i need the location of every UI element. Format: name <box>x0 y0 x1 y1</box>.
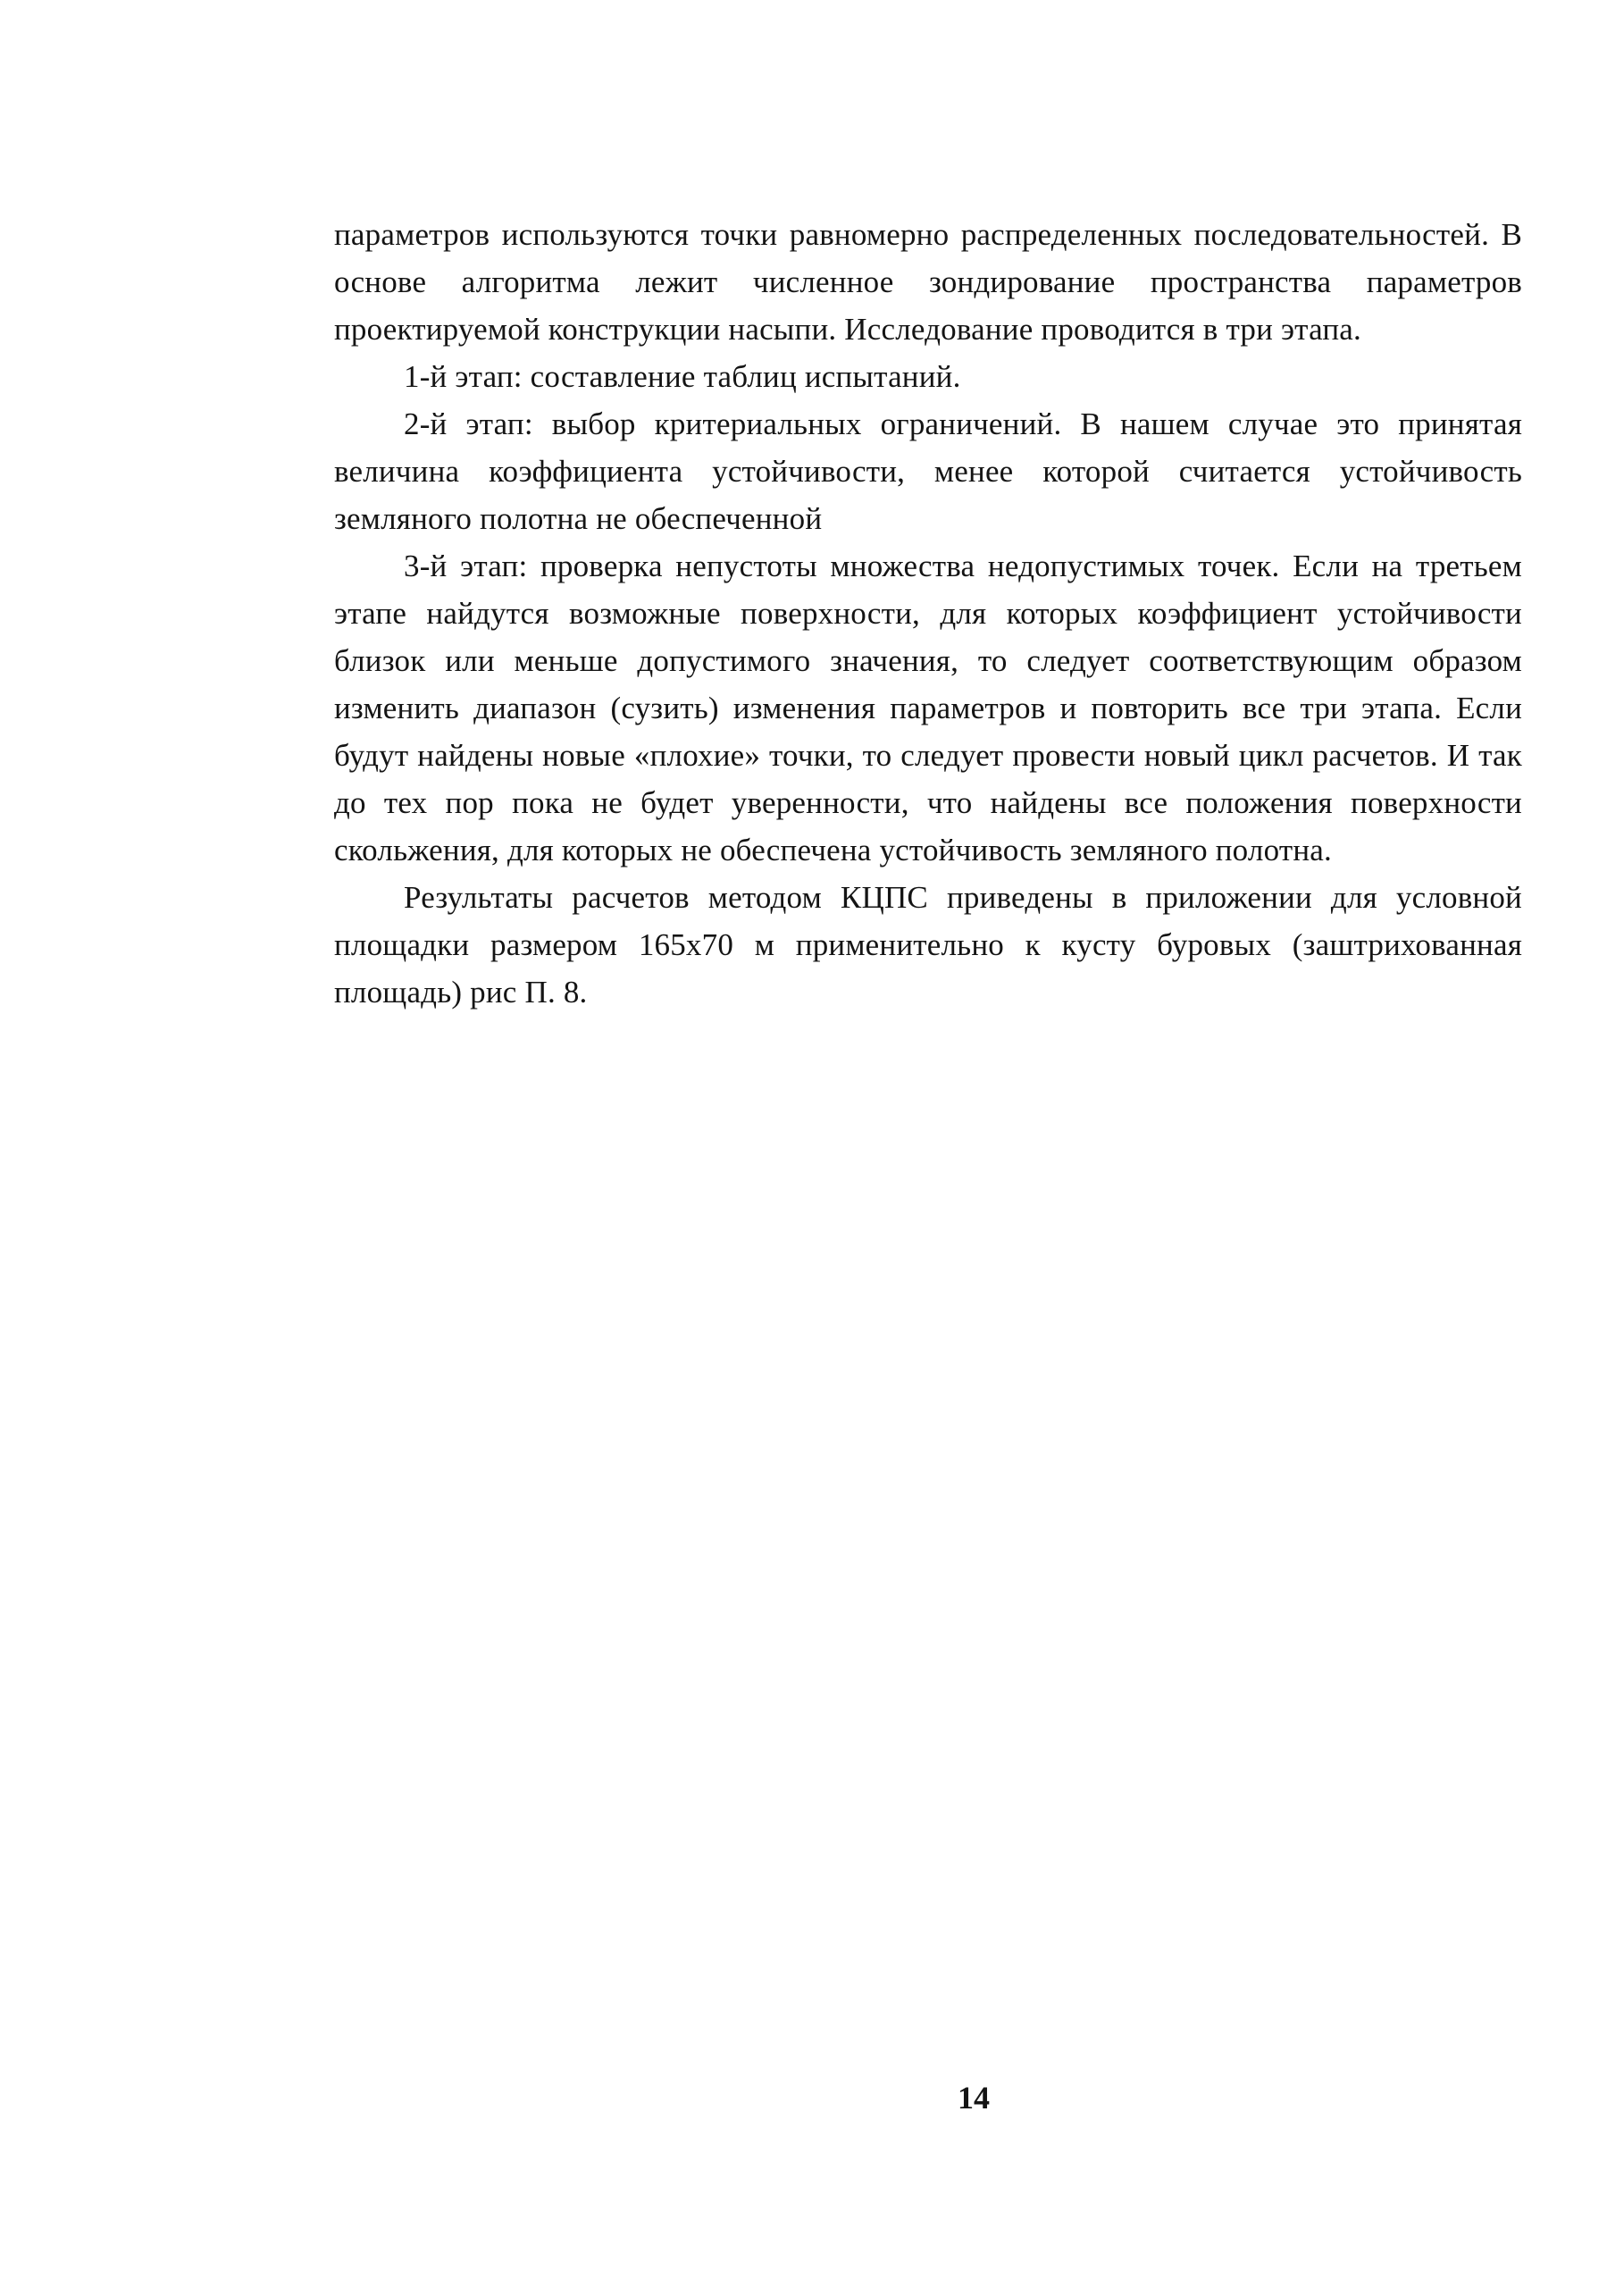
paragraph-continuation: параметров используются точки равномерно распределенных последовательностей. В основе алгоритма лежит численное зондирование пространства параметров проектируемой конструкции насыпи. Исследование проводится в три этапа. <box>334 217 1522 347</box>
paragraph-stage-1: 1-й этап: составление таблиц испытаний. <box>404 359 961 394</box>
paragraph-stage-3: 3-й этап: проверка непустоты множества недопустимых точек. Если на третьем этапе найдутся возможные поверхности, для которых коэффициент устойчивости близок или меньше допустимого значения, то следует соответствующим образом изменить диапазон (сузить) изменения параметров и повторить все три этапа. Если будут найдены новые «плохие» точки, то следует провести новый цикл расчетов. И так до тех пор пока не будет уверенности, что найдены все положения поверхности скольжения, для которых не обеспечена устойчивость земляного полотна. <box>334 549 1522 867</box>
paragraph-results: Результаты расчетов методом КЦПС приведены в приложении для условной площадки размером 165х70 м применительно к кусту буровых (заштрихованная площадь) рис П. 8. <box>334 880 1522 1010</box>
body-text <box>334 211 1522 1016</box>
page-number: 14 <box>958 2080 990 2116</box>
paragraph-stage-2: 2-й этап: выбор критериальных ограничений. В нашем случае это принятая величина коэффициента устойчивости, менее которой считается устойчивость земляного полотна не обеспеченной <box>334 406 1522 536</box>
